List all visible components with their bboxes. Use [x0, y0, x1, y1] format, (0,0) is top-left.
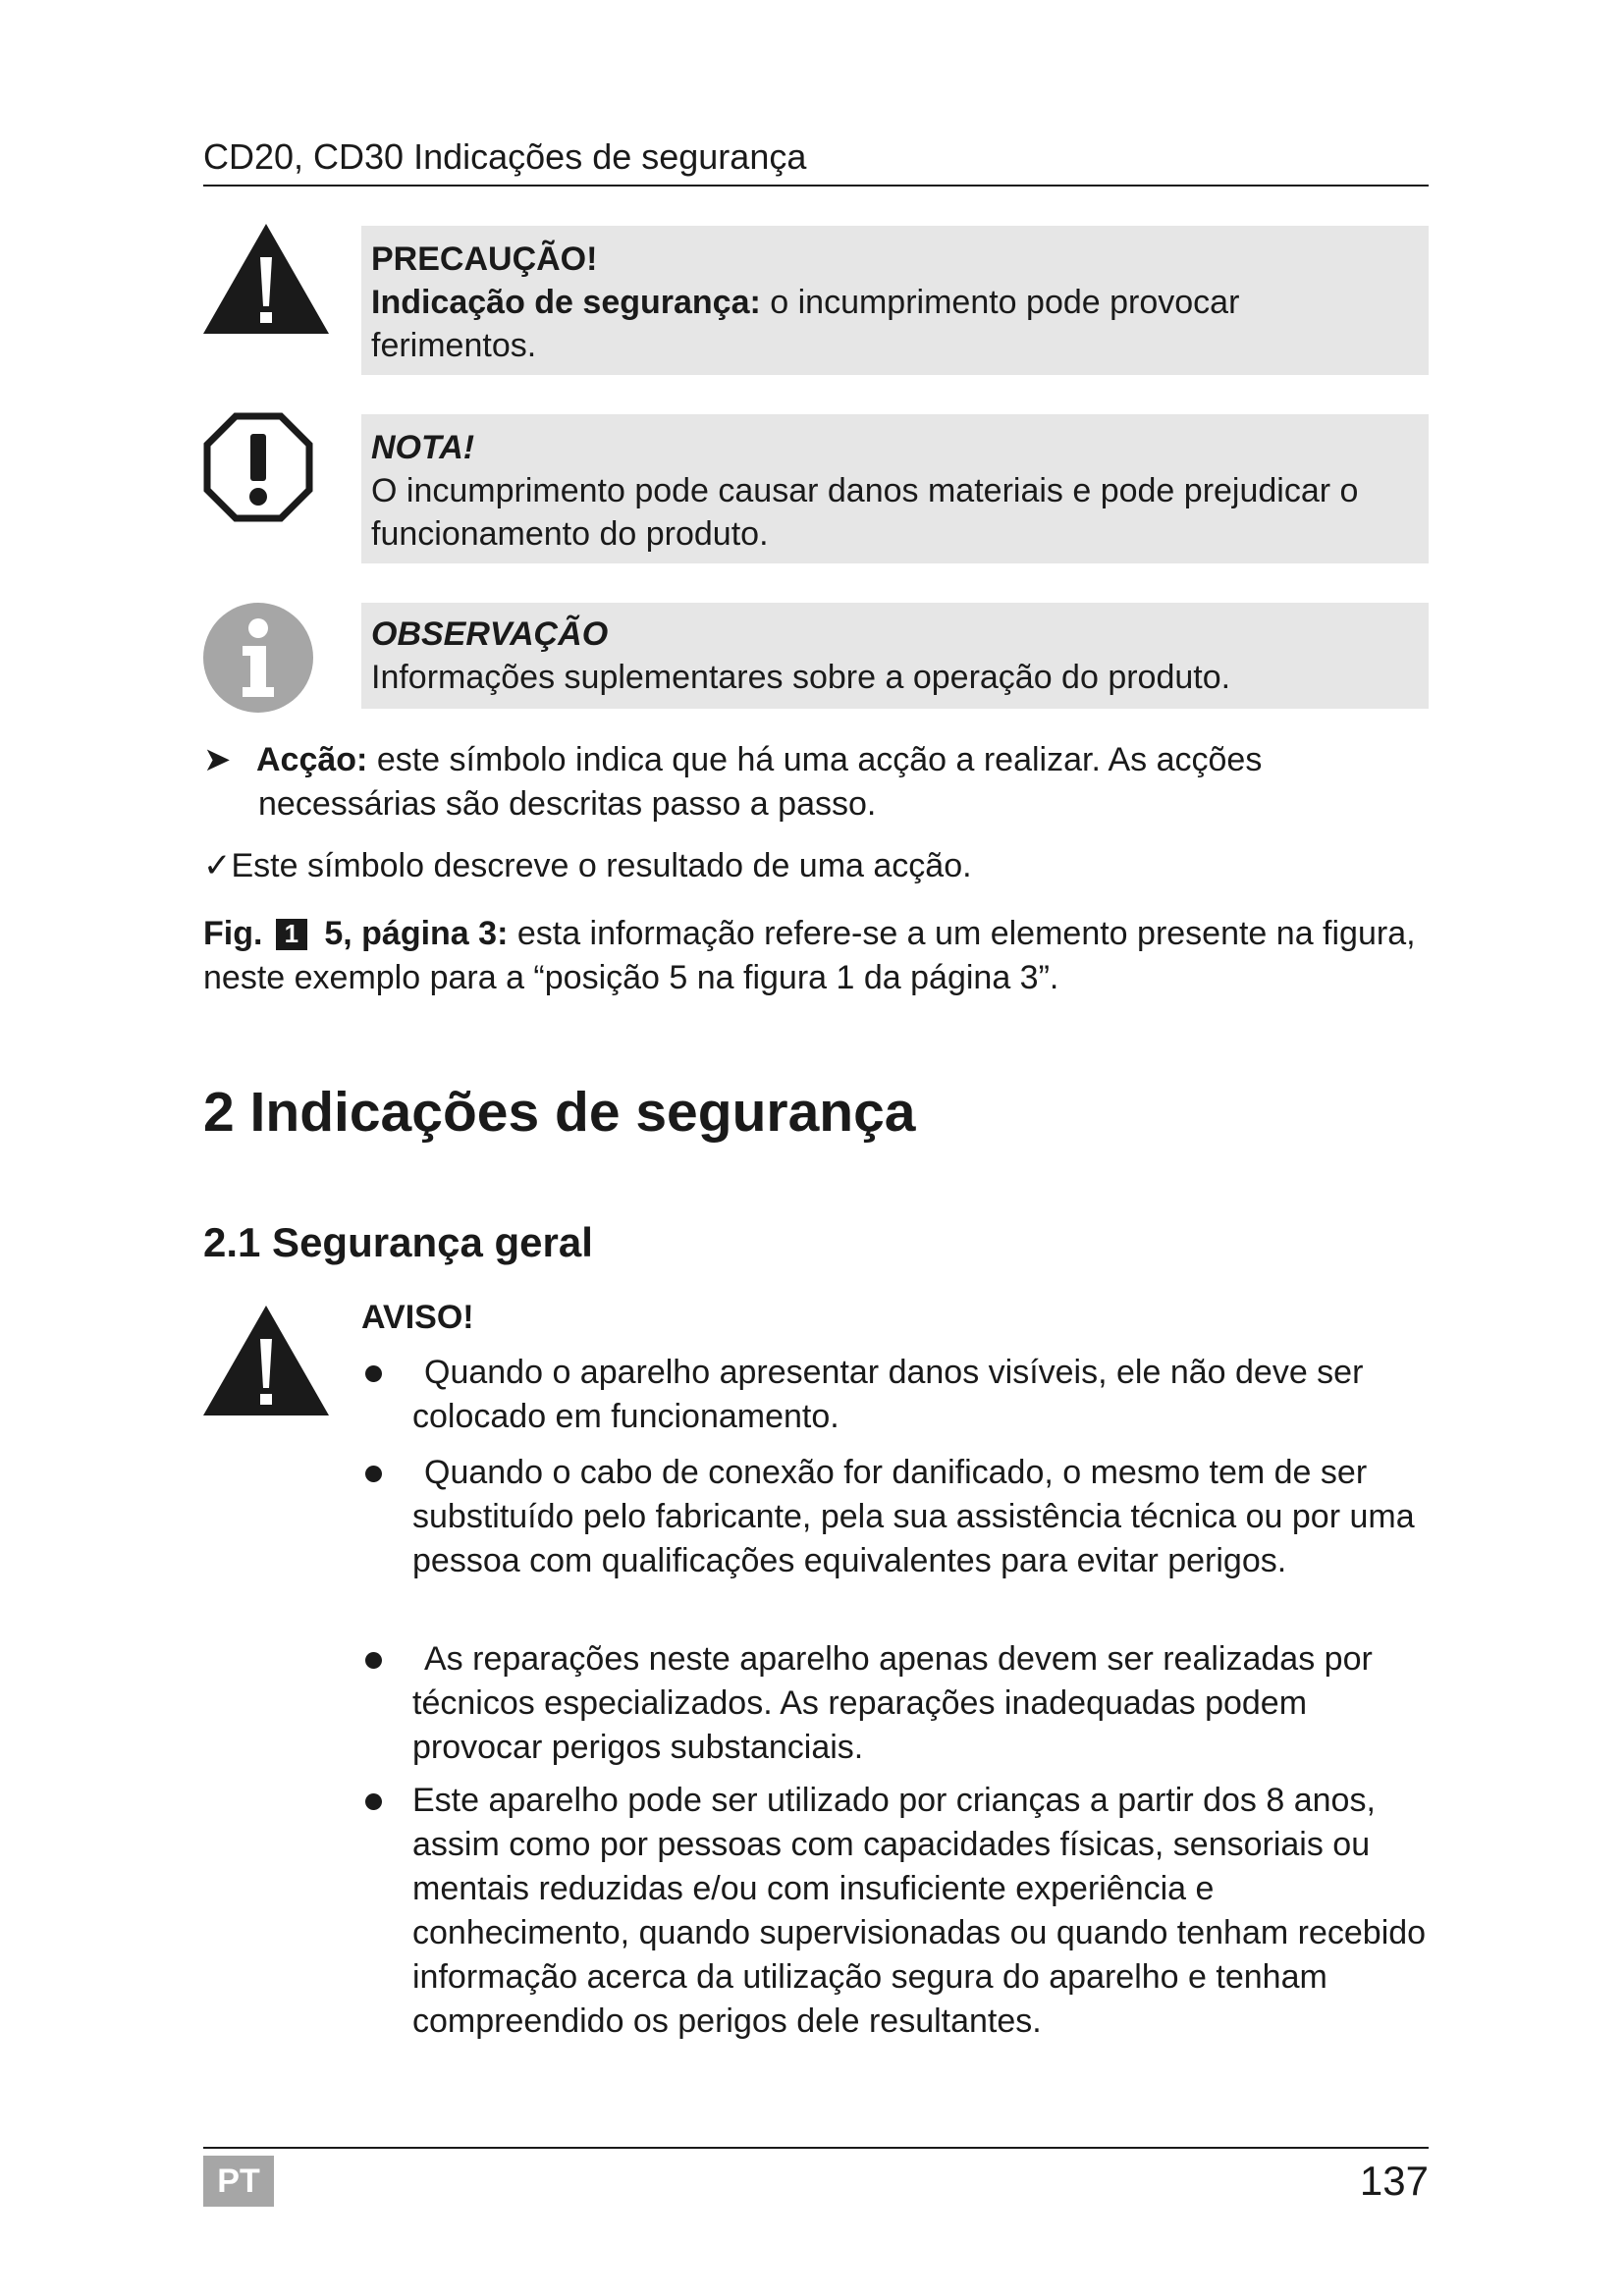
caution-text: [371, 281, 1411, 367]
result-paragraph: ✓Este símbolo descreve o resultado de uma acção.: [203, 847, 972, 884]
action-text-line1: este símbolo indica que há uma acção a realizar. As acções: [367, 741, 1263, 778]
figure-prefix: Fig.: [203, 915, 263, 952]
warning-title: AVISO!: [361, 1299, 474, 1336]
list-item: [365, 1451, 1435, 1583]
figure-number-box: 1: [276, 919, 307, 950]
list-item-text: Quando o aparelho apresentar danos visíveis, ele não deve ser colocado em funcionamento.: [412, 1354, 1364, 1435]
action-text-line2: necessárias são descritas passo a passo.: [258, 785, 877, 823]
note-title: NOTA!: [371, 429, 475, 466]
observation-title: OBSERVAÇÃO: [371, 615, 609, 653]
caution-label: Indicação de segurança:: [371, 284, 761, 321]
subsection-heading: 2.1 Segurança geral: [203, 1219, 593, 1265]
observation-notice: [361, 603, 1429, 709]
page-header: CD20, CD30 Indicações de segurança: [203, 136, 807, 177]
warning-triangle-icon: [203, 224, 329, 334]
figure-label: 5, página 3:: [314, 915, 509, 952]
caution-title: PRECAUÇÃO!: [371, 240, 598, 278]
octagon-exclamation-icon: [203, 412, 313, 522]
figure-text: esta informação refere-se a um elemento presente na figura, neste exemplo para a “posição 5 na figura 1 da página 3”.: [203, 915, 1416, 996]
list-item: [365, 1637, 1435, 1770]
caution-body: o incumprimento pode provocar ferimentos.: [371, 284, 1240, 364]
list-item: [365, 1779, 1435, 2044]
section-heading: 2 Indicações de segurança: [203, 1081, 916, 1144]
figure-reference-paragraph: [203, 912, 1431, 1000]
caution-notice: [361, 226, 1429, 375]
list-item-text: As reparações neste aparelho apenas devem ser realizadas por técnicos especializados. As reparações inadequadas podem provocar perigos substanciais.: [412, 1640, 1373, 1766]
list-item-text: Quando o cabo de conexão for danificado, o mesmo tem de ser substituído pelo fabricante, pela sua assistência técnica ou por uma pessoa com qualificações equivalentes para evitar perigos.: [412, 1454, 1415, 1579]
action-label: Acção:: [256, 741, 368, 778]
list-item: [365, 1351, 1435, 1439]
list-item-text: Este aparelho pode ser utilizado por crianças a partir dos 8 anos, assim como por pessoas com capacidades físicas, sensoriais ou mentais reduzidas e/ou com insuficiente experiência e conhecimento, quando supervisionadas ou quando tenham recebido informação acerca da utilização segura do aparelho e tenham compreendido os perigos dele resultantes.: [412, 1782, 1427, 2040]
page-number: 137: [1359, 2158, 1429, 2204]
language-tag: PT: [203, 2156, 274, 2207]
bullet-icon: [365, 1365, 382, 1382]
bullet-icon: [365, 1793, 382, 1810]
warning-triangle-icon: [203, 1306, 329, 1415]
action-arrow-icon: ➤: [203, 741, 232, 778]
bullet-icon: [365, 1466, 382, 1482]
note-text: O incumprimento pode causar danos materiais e pode prejudicar o funcionamento do produto.: [371, 472, 1359, 553]
footer-rule: [203, 2147, 1429, 2149]
header-rule: [203, 185, 1429, 187]
note-notice: [361, 414, 1429, 563]
bullet-icon: [365, 1652, 382, 1669]
observation-text: Informações suplementares sobre a operação do produto.: [371, 659, 1231, 696]
action-paragraph: [203, 738, 1431, 827]
info-circle-icon: [203, 603, 313, 713]
